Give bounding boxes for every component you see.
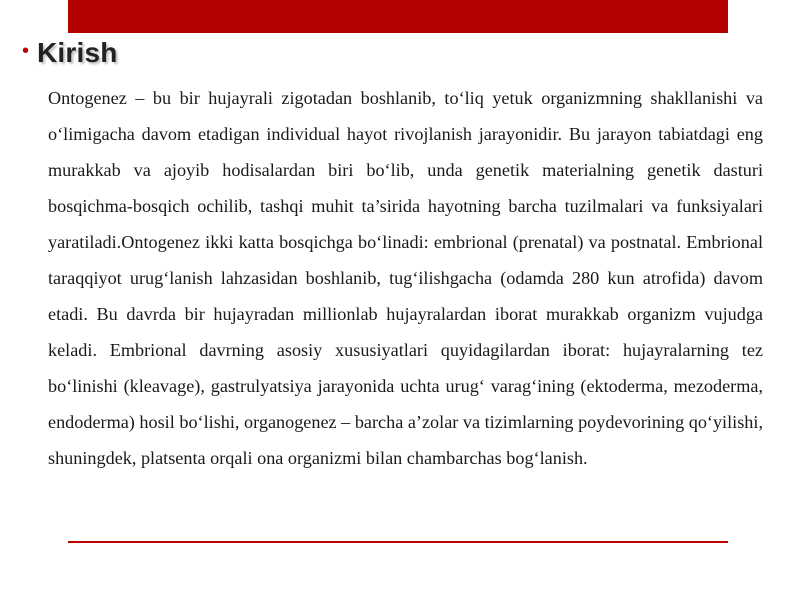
bottom-accent-line: [68, 541, 728, 543]
slide-body-text: Ontogenez – bu bir hujayrali zigotadan boshlanib, to‘liq yetuk organizmning shakllanishi va o‘limigacha davom etadigan individual hayot rivojlanish jarayonidir. Bu jarayon tabiatdagi eng murakkab va ajoyib hodisalardan biri bo‘lib, unda genetik materialning genetik dasturi bosqichma-bosqich ochilib, tashqi muhit ta’sirida hayotning barcha tuzilmalari va funksiyalari yaratiladi.Ontogenez ikki katta bosqichga bo‘linadi: embrional (prenatal) va postnatal. Embrional taraqqiyot urug‘lanish lahzasidan boshlanib, tug‘ilishgacha (odamda 280 kun atrofida) davom etadi. Bu davrda bir hujayradan millionlab hujayralardan iborat murakkab organizm vujudga keladi. Embrional davrning asosiy xususiyatlari quyidagilardan iborat: hujayralarning tez bo‘linishi (kleavage), gastrulyatsiya jarayonida uchta urug‘ varag‘ining (ektoderma, mezoderma, endoderma) hosil bo‘lishi, organogenez – barcha a’zolar va tizimlarning poydevorining qo‘yilishi, shuningdek, platsenta orqali ona organizmi bilan chambarchas bog‘lanish.: [48, 88, 763, 468]
title-bullet: •: [22, 40, 30, 62]
slide-title-row: [22, 33, 118, 73]
slide-title: Kirish: [37, 37, 118, 68]
top-accent-bar: [68, 0, 728, 33]
